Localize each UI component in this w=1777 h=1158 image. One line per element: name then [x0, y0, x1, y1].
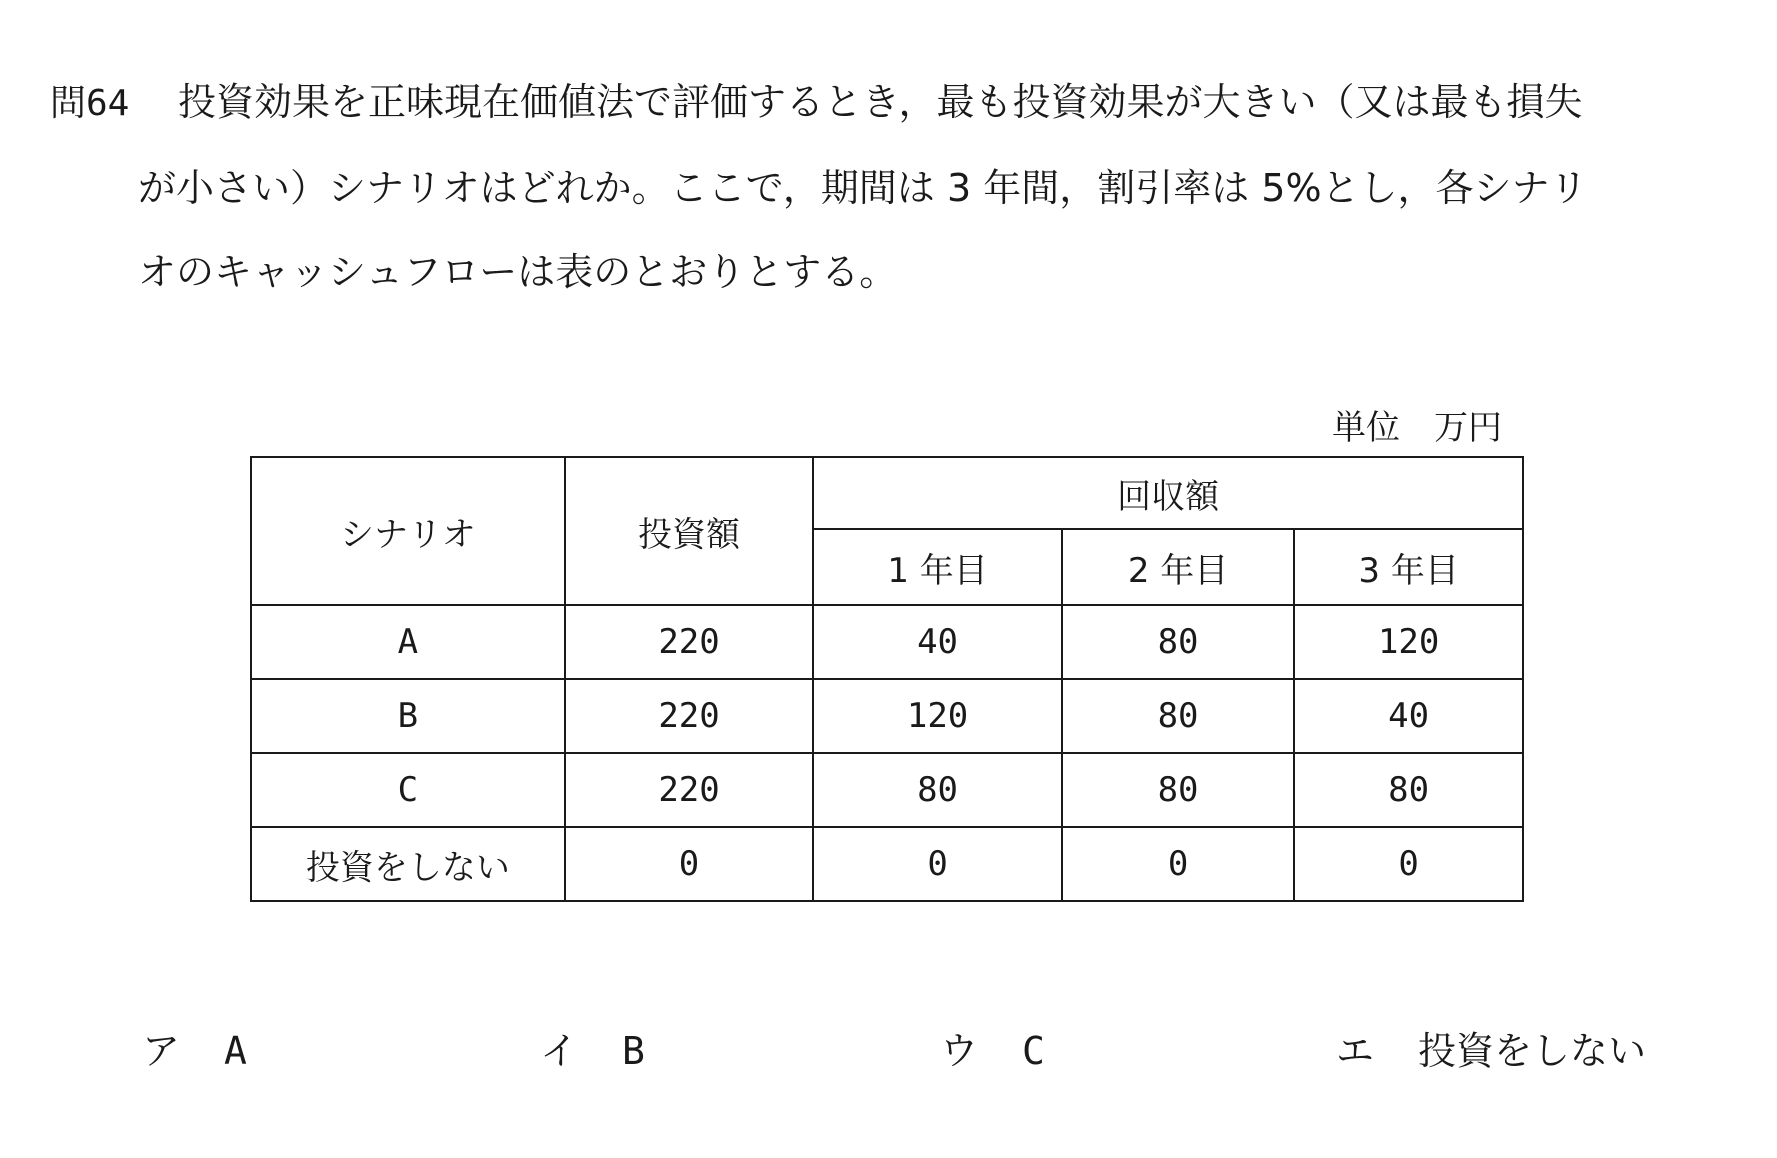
choice-a-text: A [224, 1029, 247, 1073]
choice-e-text: 投資をしない [1418, 1029, 1647, 1073]
header-scenario: シナリオ [251, 457, 565, 605]
question-line-3: オのキャッシュフローは表のとおりとする。 [138, 250, 898, 294]
cell-scenario: A [251, 605, 565, 679]
cell-scenario: C [251, 753, 565, 827]
cell-year-3: 0 [1294, 827, 1523, 901]
cell-year-2: 0 [1062, 827, 1294, 901]
cell-year-1: 0 [813, 827, 1062, 901]
choice-u-text: C [1022, 1029, 1045, 1073]
cashflow-table [250, 456, 1524, 902]
cell-investment: 220 [565, 753, 814, 827]
table-row [251, 605, 1523, 679]
choice-e-mark: エ [1336, 1029, 1375, 1073]
cell-year-1: 80 [813, 753, 1062, 827]
cell-investment: 220 [565, 679, 814, 753]
question-text [50, 60, 1730, 314]
table-row [251, 827, 1523, 901]
choice-i-mark: イ [540, 1029, 579, 1073]
cell-year-2: 80 [1062, 679, 1294, 753]
choice-e[interactable] [1336, 1020, 1646, 1075]
cell-year-3: 40 [1294, 679, 1523, 753]
question-number: 問64 [50, 83, 130, 124]
answer-choices [0, 1020, 1777, 1080]
header-year-2: 2 年目 [1062, 529, 1294, 605]
table-row [251, 679, 1523, 753]
header-investment: 投資額 [565, 457, 814, 605]
cell-year-3: 80 [1294, 753, 1523, 827]
cell-investment: 0 [565, 827, 814, 901]
table-row [251, 753, 1523, 827]
header-recovery: 回収額 [813, 457, 1523, 529]
unit-label: 単位 万円 [1332, 408, 1502, 448]
choice-a[interactable] [142, 1020, 247, 1075]
choice-i[interactable] [540, 1020, 645, 1075]
cell-year-1: 40 [813, 605, 1062, 679]
header-year-1: 1 年目 [813, 529, 1062, 605]
cell-year-3: 120 [1294, 605, 1523, 679]
question-line-1-text: 投資効果を正味現在価値法で評価するとき，最も投資効果が大きい（又は最も損失 [178, 80, 1583, 124]
choice-u-mark: ウ [940, 1029, 979, 1073]
cell-year-2: 80 [1062, 605, 1294, 679]
choice-i-text: B [622, 1029, 645, 1073]
cell-year-2: 80 [1062, 753, 1294, 827]
header-year-3: 3 年目 [1294, 529, 1523, 605]
cell-scenario: B [251, 679, 565, 753]
question-line-2: が小さい）シナリオはどれか。ここで，期間は 3 年間，割引率は 5%とし，各シナリ [138, 166, 1588, 210]
choice-u[interactable] [940, 1020, 1045, 1075]
cell-year-1: 120 [813, 679, 1062, 753]
cell-scenario: 投資をしない [251, 827, 565, 901]
cell-investment: 220 [565, 605, 814, 679]
table-header-row-1 [251, 457, 1523, 529]
choice-a-mark: ア [142, 1029, 181, 1073]
question-line-1 [50, 60, 1730, 146]
